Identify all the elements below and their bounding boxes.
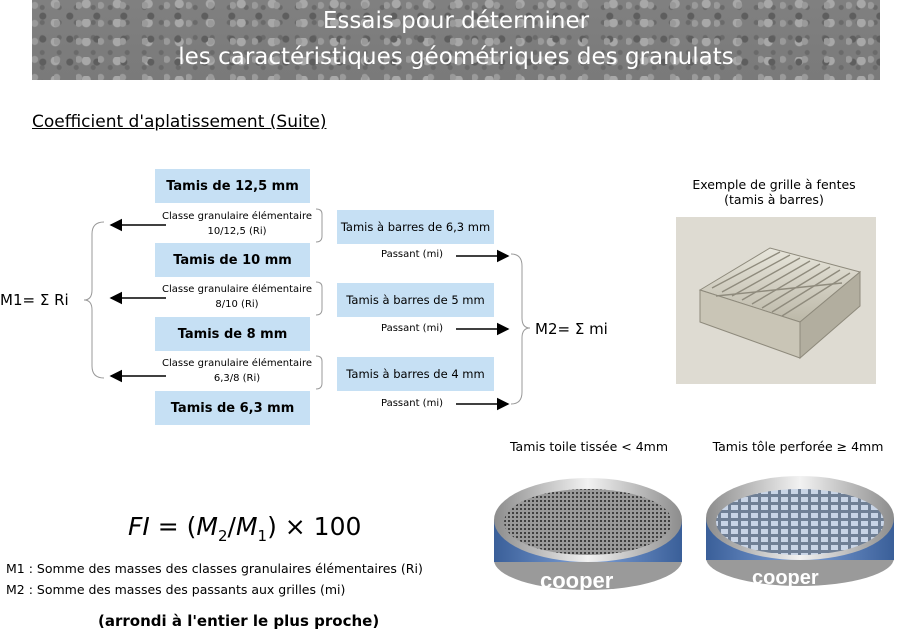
sieve-12-5-box: Tamis de 12,5 mm: [155, 169, 310, 203]
sieve-6-3-box: Tamis de 6,3 mm: [155, 391, 310, 425]
formula-eq: = (: [149, 512, 197, 541]
class-label-line2: 10/12,5 (Ri): [207, 226, 267, 237]
bar-sieve-6-3-box: Tamis à barres de 6,3 mm: [337, 210, 494, 244]
bracket-2: [316, 282, 322, 315]
m2-label: M2= Σ mi: [535, 320, 608, 338]
sieve-10-box: Tamis de 10 mm: [155, 243, 310, 277]
bar-grid-photo: [676, 217, 876, 384]
bar-sieve-4-box: Tamis à barres de 4 mm: [337, 357, 494, 391]
formula-m1: M: [235, 512, 258, 541]
definition-m1: M1 : Somme des masses des classes granulaires élémentaires (Ri): [6, 561, 423, 576]
formula-fi: FI: [128, 512, 150, 541]
grid-caption: [668, 177, 880, 207]
left-brace: [84, 222, 104, 378]
passing-label-3: Passant (mi): [380, 398, 444, 409]
class-label-line1: Classe granulaire élémentaire: [162, 211, 312, 222]
bracket-1: [316, 209, 322, 242]
rounding-note: (arrondi à l'entier le plus proche): [98, 612, 380, 630]
perforated-sieve-caption: Tamis tôle perforée ≥ 4mm: [712, 439, 884, 454]
section-subtitle: Coefficient d'aplatissement (Suite): [32, 112, 327, 132]
passing-label-2: Passant (mi): [380, 323, 444, 334]
definition-m2: M2 : Somme des masses des passants aux grilles (mi): [6, 582, 346, 597]
formula-tail: ) × 100: [267, 512, 362, 541]
woven-brand-text: cooper: [540, 568, 614, 593]
bar-sieve-5-box: Tamis à barres de 5 mm: [337, 283, 494, 317]
class-label-line1: Classe granulaire élémentaire: [162, 358, 312, 369]
right-brace: [511, 254, 530, 404]
header-title-line1: Essais pour déterminer: [322, 8, 590, 34]
formula-slash: /: [227, 512, 236, 541]
grid-caption-line1: Exemple de grille à fentes: [692, 177, 856, 192]
passing-label-1: Passant (mi): [380, 249, 444, 260]
grid-caption-line2: (tamis à barres): [724, 192, 824, 207]
formula-m1-sub: 1: [257, 527, 268, 545]
class-label-line2: 6,3/8 (Ri): [213, 373, 261, 384]
formula: [128, 512, 361, 545]
woven-sieve-caption: Tamis toile tissée < 4mm: [509, 439, 669, 454]
header-title-line2: les caractéristiques géométriques des granulats: [178, 44, 734, 70]
formula-m2: M: [196, 512, 218, 541]
class-label-line1: Classe granulaire élémentaire: [162, 284, 312, 295]
sieve-8-box: Tamis de 8 mm: [155, 317, 310, 351]
m1-label: M1= Σ Ri: [0, 291, 69, 309]
perforated-brand-text: cooper: [752, 567, 819, 589]
formula-m2-sub: 2: [217, 527, 228, 545]
bracket-3: [316, 356, 322, 389]
class-label-line2: 8/10 (Ri): [215, 299, 259, 310]
